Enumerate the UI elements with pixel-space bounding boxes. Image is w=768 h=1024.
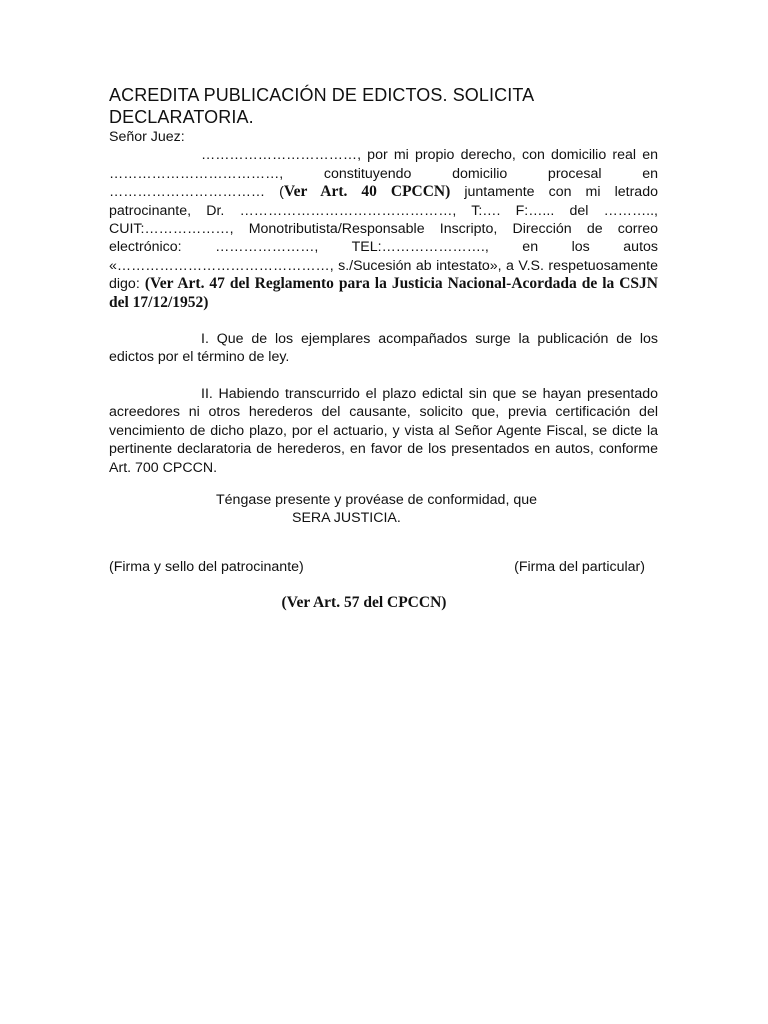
intro-reference-1: Ver Art. 40 CPCCN) xyxy=(283,183,451,201)
intro-text-1: ……………………………, por mi propio derecho, con domicilio real en ………………………………, constituyendo domicilio procesal en …………………………… ( xyxy=(109,147,658,201)
signature-patrocinante: (Firma y sello del patrocinante) xyxy=(109,558,304,575)
salutation: Señor Juez: xyxy=(109,129,185,145)
document-title: ACREDITA PUBLICACIÓN DE EDICTOS. SOLICITA DECLARATORIA. xyxy=(109,85,534,127)
closing-line-2: SERA JUSTICIA. xyxy=(292,510,401,527)
section-2-paragraph: II. Habiendo transcurrido el plazo edictal sin que se hayan presentado acreedores ni otros herederos del causante, solicito que, previa certificación del vencimiento de dicho plazo, por el actuario, y vista al Señor Agente Fiscal, se dicte la pertinente declaratoria de herederos, en favor de los presentados en autos, conforme Art. 700 CPCCN. xyxy=(109,385,658,476)
signature-row xyxy=(109,558,645,576)
footer-reference: (Ver Art. 57 del CPCCN) xyxy=(281,594,447,612)
intro-reference-2: (Ver Art. 47 del Reglamento para la Justicia Nacional-Acordada de la CSJN del 17/12/1952) xyxy=(109,275,658,311)
section-1-paragraph: I. Que de los ejemplares acompañados surge la publicación de los edictos por el término de ley. xyxy=(109,331,658,366)
intro-text-2: juntamente con mi letrado patrocinante, Dr. ………………………………………, T:…. F:…... del ……….., CUIT:………………, Monotributista/Responsable Inscripto, Dirección de correo electrónico: …………………, TEL:…………………., en los autos «………………………………………, s./Sucesión ab intestato», a V.S. respetuosamente digo: xyxy=(109,184,658,293)
intro-paragraph xyxy=(109,146,658,312)
signature-particular: (Firma del particular) xyxy=(514,558,645,575)
document-body xyxy=(109,84,658,613)
closing-line-1: Téngase presente y provéase de conformidad, que xyxy=(216,491,537,508)
